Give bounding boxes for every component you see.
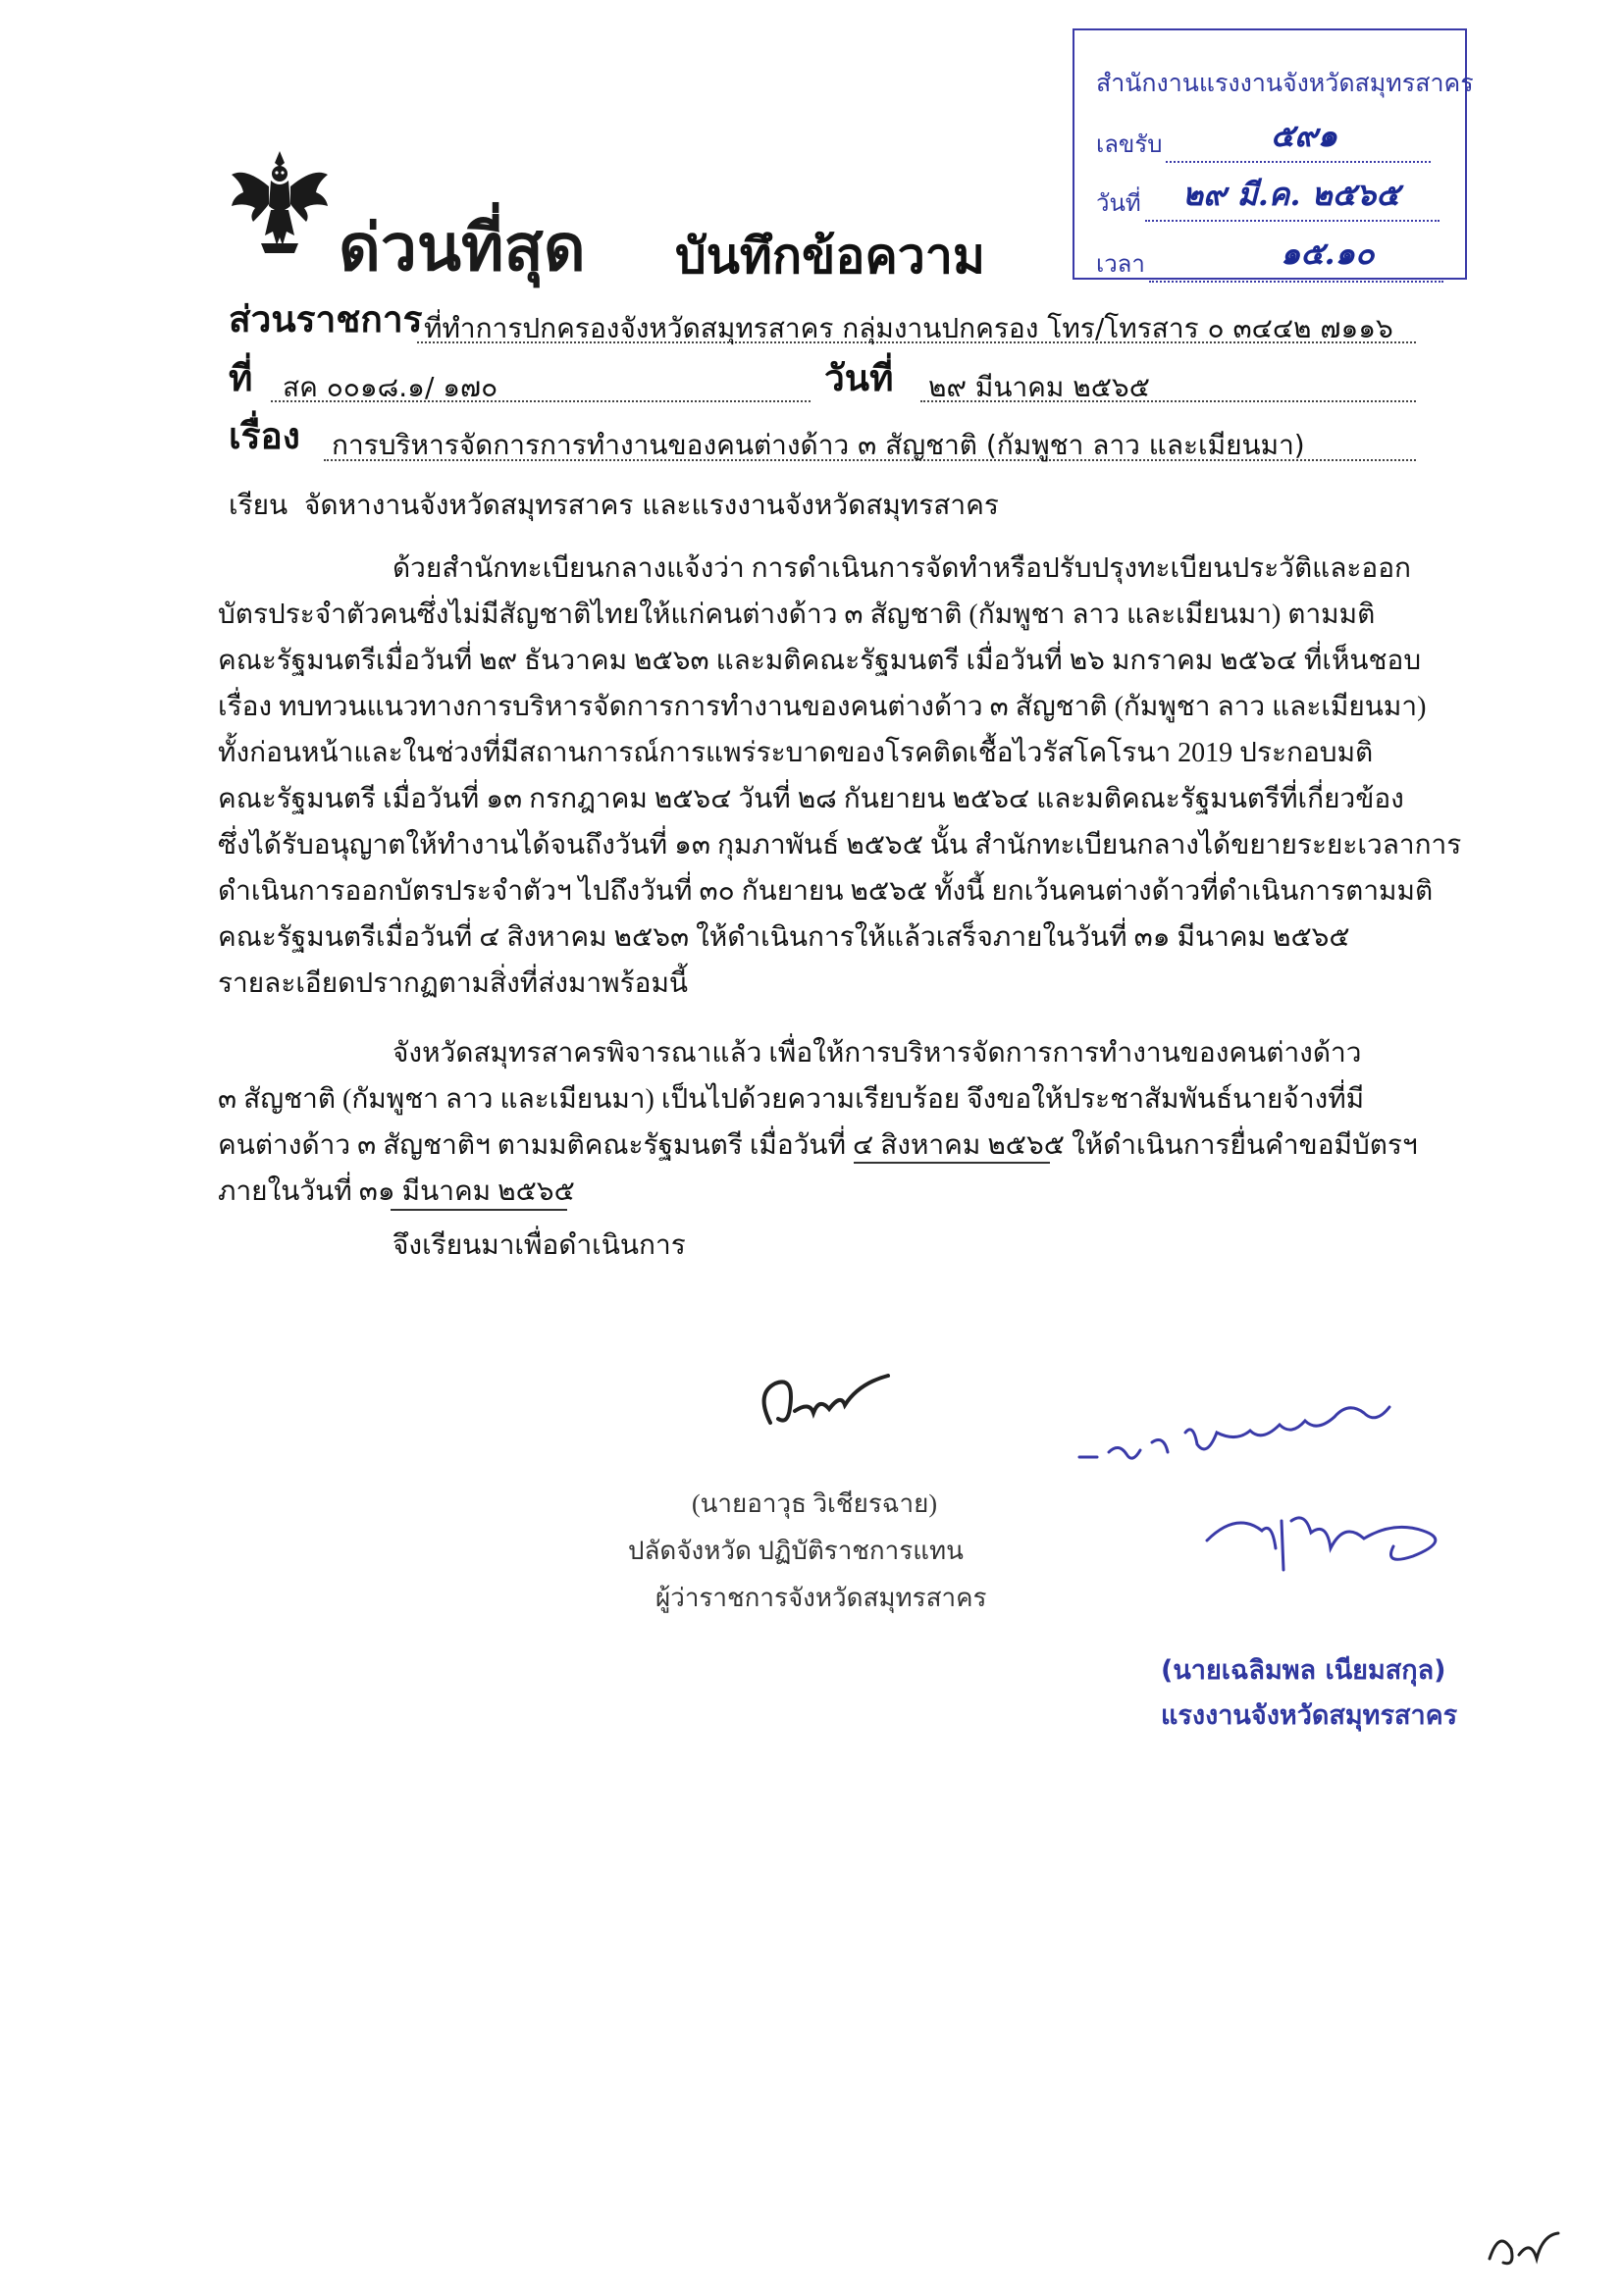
- stamp-time-label: เวลา: [1096, 250, 1145, 278]
- para2-line: จังหวัดสมุทรสาครพิจารณาแล้ว เพื่อให้การบริหารจัดการการทำงานของคนต่างด้าว: [393, 1038, 1362, 1069]
- para1-line: คณะรัฐมนตรีเมื่อวันที่ ๔ สิงหาคม ๒๕๖๓ ให้ดำเนินการให้แล้วเสร็จภายในวันที่ ๓๑ มีนาคม ๒๕๖๕: [218, 922, 1350, 953]
- date-label: วันที่: [824, 357, 894, 399]
- date-value: ๒๙ มีนาคม ๒๕๖๕: [928, 371, 1150, 403]
- stamp-receive-label: เลขรับ: [1096, 130, 1163, 158]
- garuda-emblem-icon: [226, 147, 334, 257]
- para1-line: ซึ่งได้รับอนุญาตให้ทำงานได้จนถึงวันที่ ๑๓ กุมภาพันธ์ ๒๕๖๕ นั้น สำนักทะเบียนกลางได้ขยายระยะเวลาการ: [218, 830, 1462, 861]
- handwritten-note: [1070, 1374, 1482, 1609]
- memo-title: บันทึกข้อความ: [675, 228, 985, 285]
- stamp-date-value: ๒๙ มี.ค. ๒๕๖๕: [1182, 176, 1400, 213]
- para1-line: ด้วยสำนักทะเบียนกลางแจ้งว่า การดำเนินการจัดทำหรือปรับปรุงทะเบียนประวัติและออก: [393, 553, 1411, 584]
- agency-value: ที่ทำการปกครองจังหวัดสมุทรสาคร กลุ่มงานปกครอง โทร/โทรสาร ๐ ๓๔๔๒ ๗๑๑๖: [424, 312, 1393, 344]
- stamp-title: สำนักงานแรงงานจังหวัดสมุทรสาคร: [1096, 69, 1474, 97]
- handwritten-signature: [751, 1354, 898, 1442]
- urgency-heading: ด่วนที่สุด: [339, 209, 586, 286]
- signer-name: (นายอาวุธ วิเชียรฉาย): [692, 1489, 937, 1518]
- receipt-stamp: [1073, 28, 1474, 280]
- stamp-time-row: [1096, 244, 1443, 283]
- para1-line: บัตรประจำตัวคนซึ่งไม่มีสัญชาติไทยให้แก่คนต่างด้าว ๓ สัญชาติ (กัมพูชา ลาว และเมียนมา) ตามมติ: [218, 600, 1376, 630]
- ref-label: ที่: [229, 357, 253, 399]
- stamp-time-value: ๑๕.๑๐: [1281, 235, 1375, 272]
- stamp-receive-row: [1096, 125, 1431, 163]
- ref-value: สค ๐๐๑๘.๑/ ๑๗๐: [283, 371, 498, 403]
- subject-value: การบริหารจัดการการทำงานของคนต่างด้าว ๓ สัญชาติ (กัมพูชา ลาว และเมียนมา): [332, 429, 1305, 461]
- stamp-date-label: วันที่: [1096, 189, 1141, 217]
- para1-line: ดำเนินการออกบัตรประจำตัวฯ ไปถึงวันที่ ๓๐ กันยายน ๒๕๖๕ ทั้งนี้ ยกเว้นคนต่างด้าวที่ดำเนินการตามมติ: [218, 876, 1434, 907]
- signer-position-1: ปลัดจังหวัด ปฏิบัติราชการแทน: [628, 1537, 964, 1565]
- para2-line: ภายในวันที่ ๓๑ มีนาคม ๒๕๖๕: [218, 1176, 575, 1207]
- subject-label: เรื่อง: [229, 415, 300, 457]
- annotation-name: (นายเฉลิมพล เนียมสกุล): [1161, 1655, 1446, 1686]
- closing-line: จึงเรียนมาเพื่อดำเนินการ: [393, 1230, 686, 1261]
- para1-line: คณะรัฐมนตรีเมื่อวันที่ ๒๙ ธันวาคม ๒๕๖๓ และมติคณะรัฐมนตรี เมื่อวันที่ ๒๖ มกราคม ๒๕๖๔ ที่เห็นชอบ: [218, 646, 1422, 676]
- para1-line: เรื่อง ทบทวนแนวทางการบริหารจัดการการทำงานของคนต่างด้าว ๓ สัญชาติ (กัมพูชา ลาว และเมียนมา): [218, 692, 1427, 722]
- corner-initials: [1480, 2219, 1568, 2278]
- to-label: เรียน: [229, 489, 288, 521]
- para1-line: ทั้งก่อนหน้าและในช่วงที่มีสถานการณ์การแพร่ระบาดของโรคติดเชื้อไวรัสโคโรนา 2019 ประกอบมติ: [218, 738, 1374, 768]
- para2-line: ๓ สัญชาติ (กัมพูชา ลาว และเมียนมา) เป็นไปด้วยความเรียบร้อย จึงขอให้ประชาสัมพันธ์นายจ้างที่มี: [218, 1084, 1365, 1115]
- para1-line: คณะรัฐมนตรี เมื่อวันที่ ๑๓ กรกฎาคม ๒๕๖๔ วันที่ ๒๘ กันยายน ๒๕๖๔ และมติคณะรัฐมนตรีที่เกี่ยวข้อง: [218, 784, 1404, 814]
- para1-line: รายละเอียดปรากฏตามสิ่งที่ส่งมาพร้อมนี้: [218, 968, 689, 999]
- para2-line: คนต่างด้าว ๓ สัญชาติฯ ตามมติคณะรัฐมนตรี เมื่อวันที่ ๔ สิงหาคม ๒๕๖๕ ให้ดำเนินการยื่นคำขอมีบัตรฯ: [218, 1130, 1418, 1161]
- signer-position-2: ผู้ว่าราชการจังหวัดสมุทรสาคร: [655, 1584, 987, 1612]
- annotation-position: แรงงานจังหวัดสมุทรสาคร: [1161, 1700, 1458, 1731]
- agency-label: ส่วนราชการ: [229, 298, 423, 340]
- stamp-receive-value: ๕๙๑: [1271, 117, 1337, 154]
- to-value: จัดหางานจังหวัดสมุทรสาคร และแรงงานจังหวัดสมุทรสาคร: [304, 489, 999, 521]
